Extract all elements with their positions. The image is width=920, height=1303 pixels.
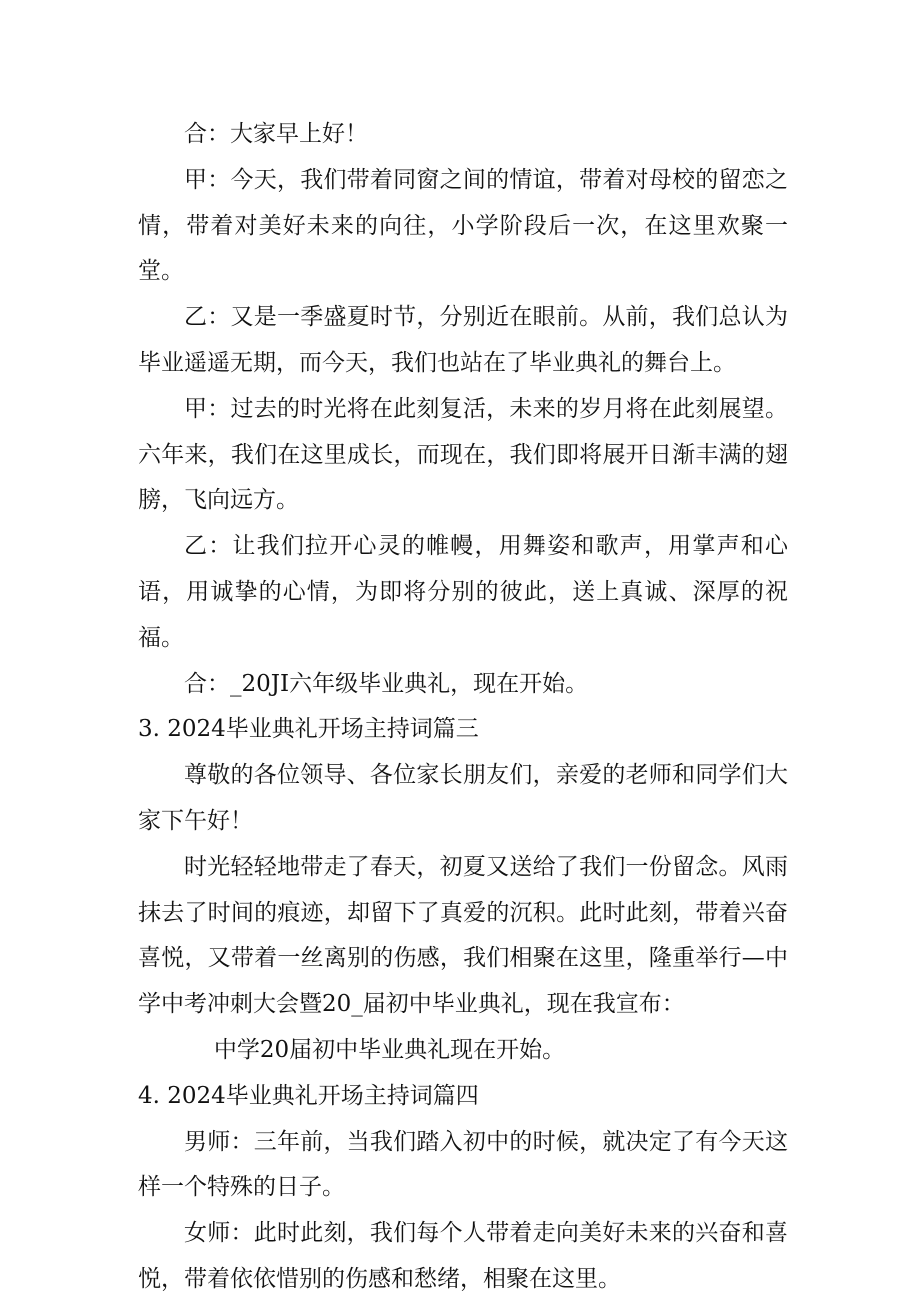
paragraph-6: 合：_20JI六年级毕业典礼，现在开始。 — [184, 670, 589, 697]
paragraph-8: 时光轻轻地带走了春天，初夏又送给了我们一份留念。风雨抹去了时间的痕迹，却留下了真爱的沉积。此时此刻，带着兴奋喜悦，又带着一丝离别的伤感，我们相聚在这里，隆重举行—中学中考冲刺大会暨20_届初中毕业典礼，现在我宣布： — [138, 853, 788, 1018]
paragraph-3: 乙：又是一季盛夏时节，分别近在眼前。从前，我们总认为毕业遥遥无期，而今天，我们也站在了毕业典礼的舞台上。 — [138, 304, 788, 376]
paragraph-1: 合：大家早上好！ — [184, 121, 368, 147]
paragraph-5: 乙：让我们拉开心灵的帷幔，用舞姿和歌声，用掌声和心语，用诚挚的心情，为即将分别的彼此，送上真诚、深厚的祝福。 — [138, 533, 788, 651]
paragraph-10: 女师：此时此刻，我们每个人带着走向美好未来的兴奋和喜悦，带着依依惜别的伤感和愁绪，相聚在这里。 — [138, 1220, 788, 1292]
paragraph-4: 甲：过去的时光将在此刻复活，未来的岁月将在此刻展望。六年来，我们在这里成长，而现在，我们即将展开日渐丰满的翅膀，飞向远方。 — [138, 395, 788, 514]
paragraph-9: 男师：三年前，当我们踏入初中的时候，就决定了有今天这样一个特殊的日子。 — [138, 1128, 788, 1201]
announcement-line: 中学20届初中毕业典礼现在开始。 — [213, 1036, 566, 1063]
document-body — [138, 112, 788, 1303]
paragraph-7: 尊敬的各位领导、各位家长朋友们，亲爱的老师和同学们大家下午好！ — [138, 762, 788, 834]
section-heading-3: 3. 2024毕业典礼开场主持词篇三 — [138, 716, 479, 743]
paragraph-2: 甲：今天，我们带着同窗之间的情谊，带着对母校的留恋之情，带着对美好未来的向往，小学阶段后一次，在这里欢聚一堂。 — [138, 166, 788, 285]
section-heading-4: 4. 2024毕业典礼开场主持词篇四 — [138, 1082, 479, 1109]
